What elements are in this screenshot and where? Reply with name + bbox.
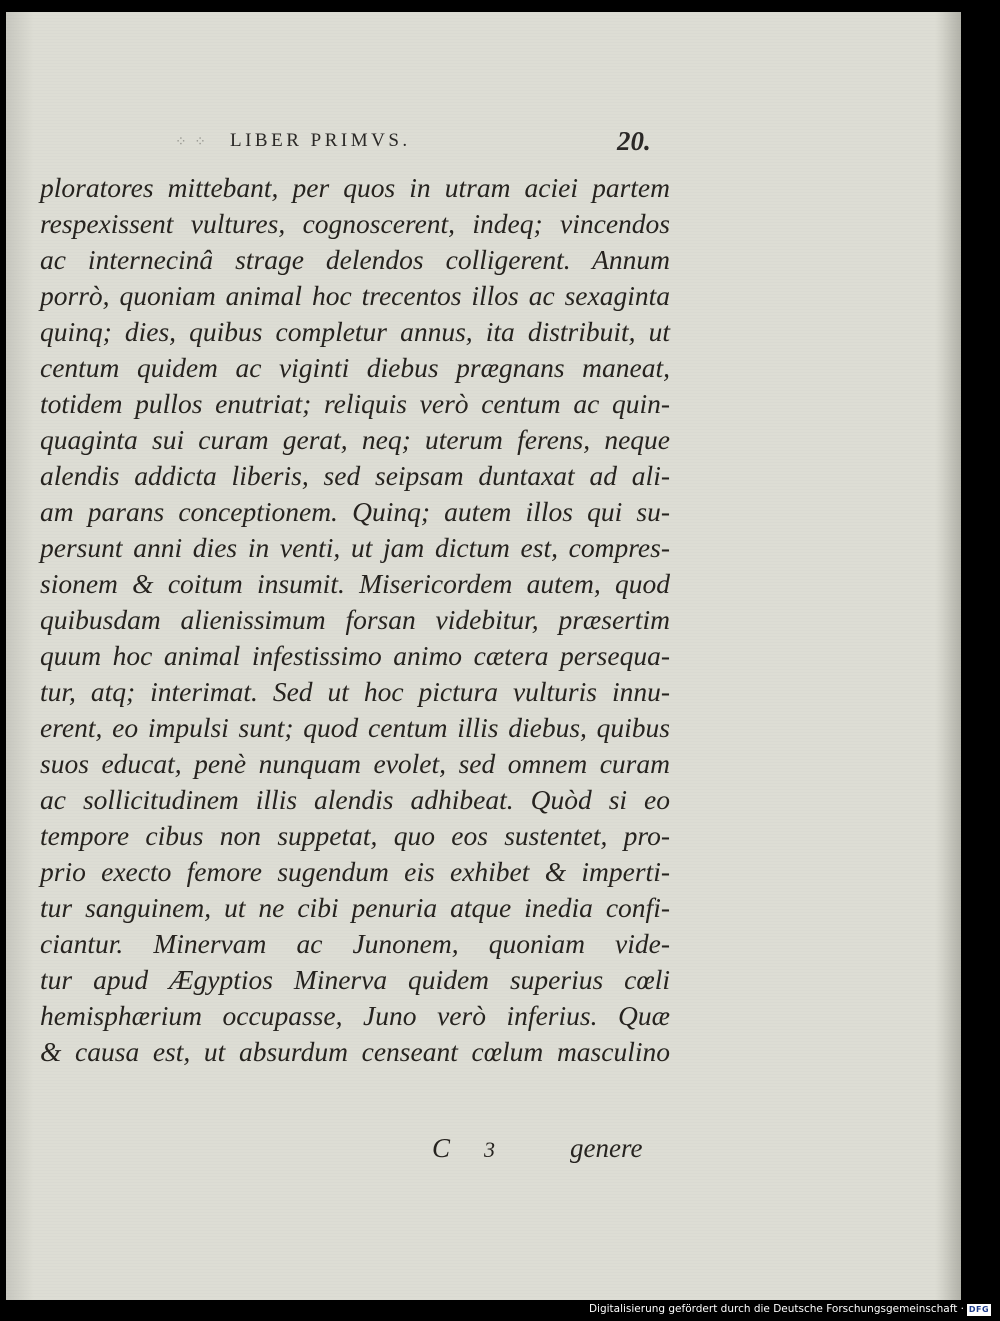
dfg-logo: DFG — [968, 1305, 990, 1314]
text-line: porrò, quoniam animal hoc trecentos illos ac sexaginta — [40, 280, 670, 311]
text-line: tur sanguinem, ut ne cibi penuria atque inedia confi- — [40, 892, 670, 923]
text-line: alendis addicta liberis, sed seipsam duntaxat ad ali- — [40, 460, 670, 491]
text-line: ciantur. Minervam ac Junonem, quoniam vide- — [40, 928, 670, 959]
running-head: LIBER PRIMVS. — [230, 130, 411, 151]
text-line: centum quidem ac viginti diebus prægnans maneat, — [40, 352, 670, 383]
text-line: quinq; dies, quibus completur annus, ita distribuit, ut — [40, 316, 670, 347]
text-line: erent, eo impulsi sunt; quod centum illis diebus, quibus — [40, 712, 670, 743]
text-line: quum hoc animal infestissimo animo cætera persequa- — [40, 640, 670, 671]
text-line: quibusdam alienissimum forsan videbitur, præsertim — [40, 604, 670, 635]
text-line: ac internecinâ strage delendos colligerent. Annum — [40, 244, 670, 275]
catchword: genere — [570, 1133, 643, 1163]
text-line: ploratores mittebant, per quos in utram aciei partem — [40, 172, 670, 203]
text-line: tur, atq; interimat. Sed ut hoc pictura vulturis innu- — [40, 676, 670, 707]
header-ornament: ⁘ ⁘ — [175, 135, 208, 150]
text-line: prio execto femore sugendum eis exhibet & imperti- — [40, 856, 670, 887]
text-line: tempore cibus non suppetat, quo eos sustentet, pro- — [40, 820, 670, 851]
text-line: sionem & coitum insumit. Misericordem autem, quod — [40, 568, 670, 599]
text-line: persunt anni dies in venti, ut jam dictum est, compres- — [40, 532, 670, 563]
body-text — [40, 170, 670, 1070]
text-line: ac sollicitudinem illis alendis adhibeat. Quòd si eo — [40, 784, 670, 815]
text-line: respexissent vultures, cognoscerent, indeq; vincendos — [40, 208, 670, 239]
signature-number: 3 — [484, 1137, 495, 1162]
text-line: tur apud Ægyptios Minerva quidem superius cœli — [40, 964, 670, 995]
page-edge-shadow — [935, 12, 961, 1300]
text-line: am parans conceptionem. Quinq; autem illos qui su- — [40, 496, 670, 527]
text-line: totidem pullos enutriat; reliquis verò centum ac quin- — [40, 388, 670, 419]
text-line: suos educat, penè nunquam evolet, sed omnem curam — [40, 748, 670, 779]
text-line: hemisphærium occupasse, Juno verò inferius. Quæ — [40, 1000, 670, 1031]
digitization-credit: Digitalisierung gefördert durch die Deutsche Forschungsgemeinschaft · — [588, 1303, 964, 1315]
signature-mark: C — [432, 1133, 451, 1163]
text-line: quaginta sui curam gerat, neq; uterum ferens, neque — [40, 424, 670, 455]
text-line: & causa est, ut absurdum censeant cœlum masculino — [40, 1036, 670, 1067]
page-number: 20. — [617, 126, 651, 156]
